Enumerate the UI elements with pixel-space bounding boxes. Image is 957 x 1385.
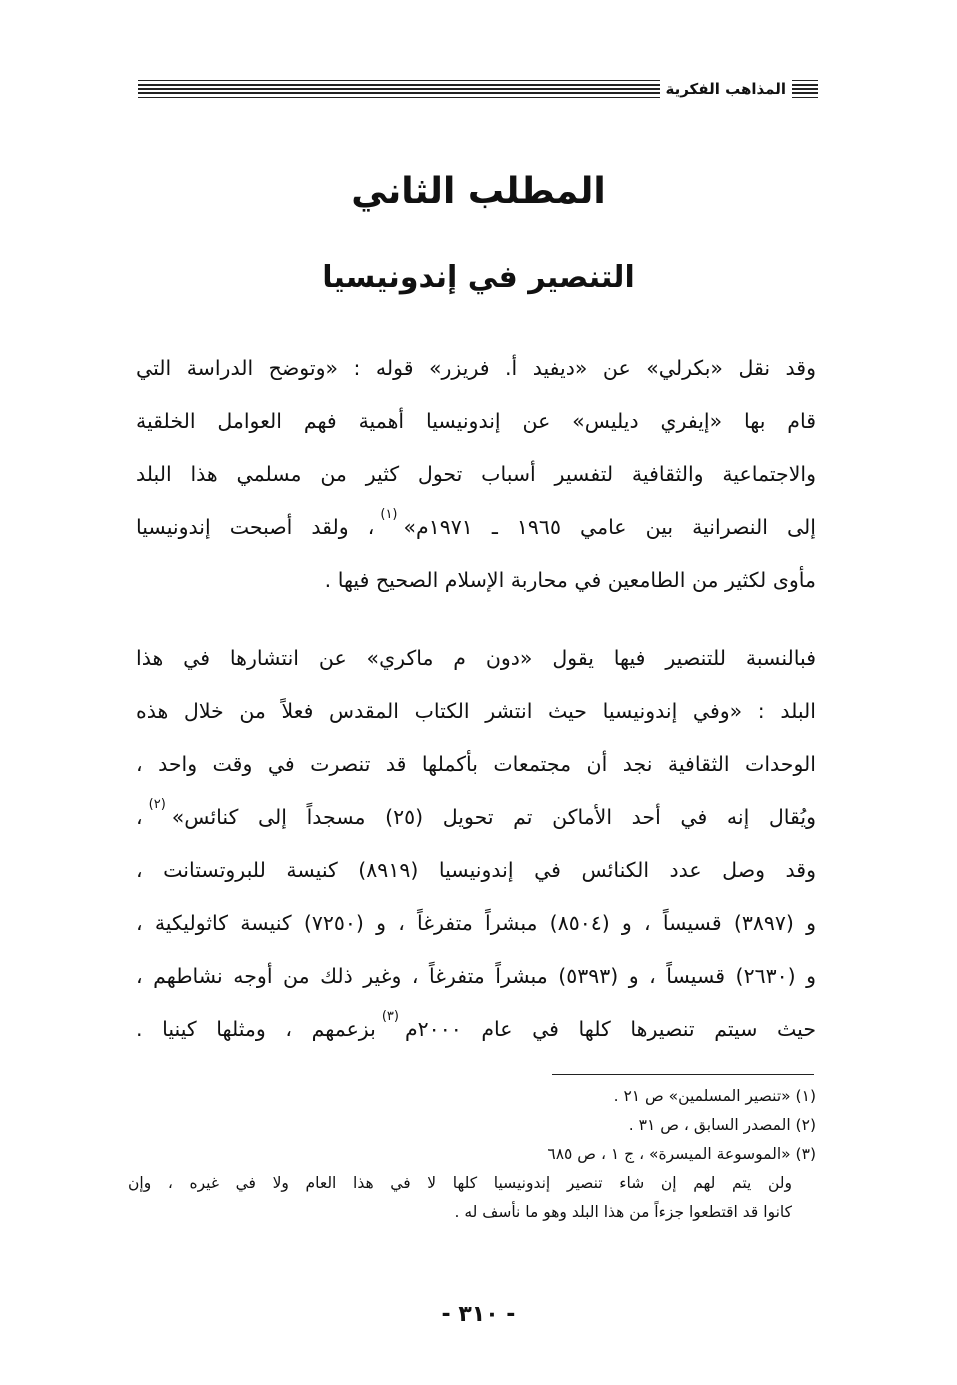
footnote-3-continuation: ولن يتم لهم إن شاء تنصير إندونيسيا كلها لا في هذا العام ولا في غيره ، وإن bbox=[128, 1174, 792, 1192]
paragraph-line: مأوى لكثير من الطامعين في محاربة الإسلام الصحيح فيها . bbox=[324, 568, 816, 592]
header-rule-right bbox=[792, 80, 818, 98]
paragraph-line: و (٢٦٣٠) قسيساً ، و (٥٣٩٣) مبشراً متفرغاً ، وغير ذلك من أوجه نشاطهم ، bbox=[136, 964, 816, 988]
section-subtitle: التنصير في إندونيسيا bbox=[322, 260, 635, 295]
paragraph-line-part: ويُقال إنه في أحد الأماكن تم تحويل (٢٥) مسجداً إلى كنائس» bbox=[171, 805, 816, 829]
paragraph-line bbox=[136, 1003, 816, 1056]
running-header bbox=[138, 78, 818, 100]
paragraph-line: البلد : «وفي إندونيسيا حيث انتشر الكتاب المقدس فعلاً من خلال هذه bbox=[136, 699, 816, 723]
running-title: المذاهب الفكرية bbox=[665, 79, 786, 98]
footnote-2: (٢) المصدر السابق ، ص ٣١ . bbox=[628, 1116, 816, 1134]
page-number: - ٣١٠ - bbox=[441, 1302, 516, 1327]
footnote-mark: (١) bbox=[380, 507, 398, 522]
paragraph-line: والاجتماعية والثقافية لتفسير أسباب تحول كثير من مسلمي هذا البلد bbox=[136, 462, 816, 486]
paragraph-line: قام بها «إيفري ديليس» عن إندونيسيا أهمية فهم العوامل الخلقية bbox=[136, 409, 816, 433]
paragraph-line bbox=[136, 501, 816, 554]
header-rule-left bbox=[138, 80, 660, 98]
paragraph-line: و (٣٨٩٧) قسيساً ، و (٨٥٠٤) مبشراً متفرغاً ، و (٧٢٥٠) كنيسة كاثوليكية ، bbox=[136, 911, 817, 935]
paragraph-line: فبالنسبة للتنصير فيها يقول «دون م ماكري» عن انتشارها في هذا bbox=[136, 646, 816, 670]
paragraph-line-part: حيث سيتم تنصيرها كلها في عام ٢٠٠٠م bbox=[404, 1017, 816, 1041]
paragraph-line: وقد نقل «بكرلي» عن «ديفيد أ. فريزر» قوله : «وتوضح الدراسة التي bbox=[136, 356, 816, 380]
paragraph-2 bbox=[136, 632, 816, 1056]
footnote-mark: (٣) bbox=[381, 1009, 399, 1024]
paragraph-line-part: إلى النصرانية بين عامي ١٩٦٥ ـ ١٩٧١م» bbox=[403, 515, 816, 539]
footnote-mark: (٢) bbox=[148, 797, 166, 812]
section-title: المطلب الثاني bbox=[351, 171, 606, 212]
paragraph-line: الوحدات الثقافية نجد أن مجتمعات بأكملها قد تنصرت في وقت واحد ، bbox=[136, 752, 816, 776]
paragraph-line: وقد وصل عدد الكنائس في إندونيسيا (٨٩١٩) كنيسة للبروتستانت ، bbox=[136, 858, 816, 882]
paragraph-line-part: بزعمهم ، ومثلها كينيا . bbox=[136, 1017, 376, 1041]
footnote-separator bbox=[552, 1074, 814, 1075]
paragraph-line-part: ، bbox=[136, 805, 143, 829]
paragraph-1 bbox=[136, 342, 816, 607]
footnotes bbox=[128, 1082, 816, 1227]
paragraph-line-part: ، ولقد أصبحت إندونيسيا bbox=[136, 515, 375, 539]
footnote-3: (٣) «الموسوعة الميسرة» ، ج ١ ، ص ٦٨٥ bbox=[547, 1145, 816, 1163]
footnote-3-continuation: كانوا قد اقتطعوا جزءاً من هذا البلد وهو ما نأسف له . bbox=[454, 1203, 792, 1221]
paragraph-line bbox=[136, 791, 816, 844]
footnote-1: (١) «تنصير المسلمين» ص ٢١ . bbox=[613, 1087, 816, 1105]
